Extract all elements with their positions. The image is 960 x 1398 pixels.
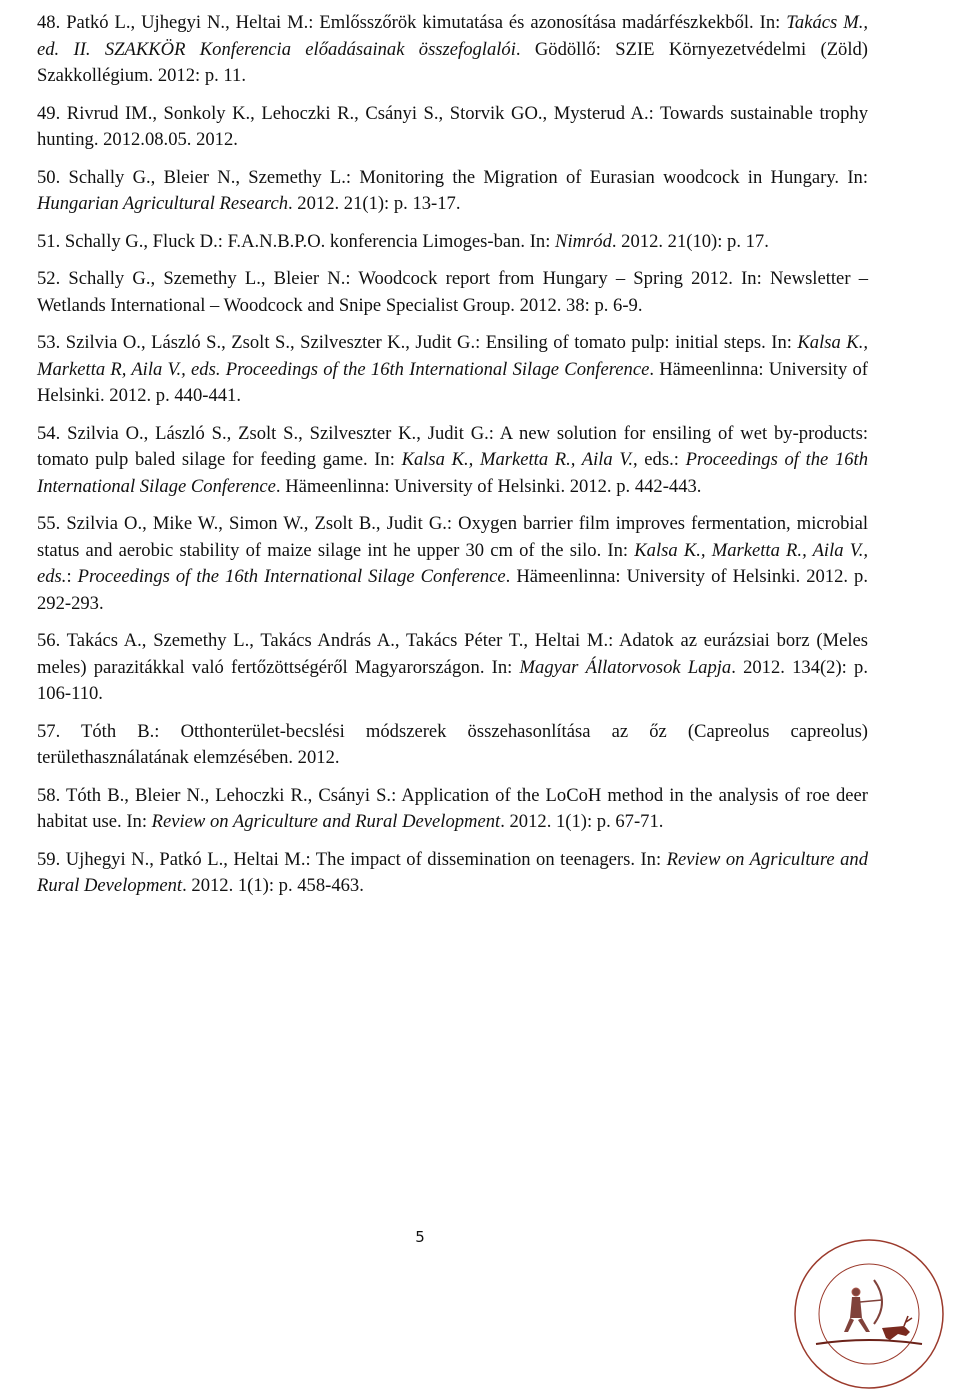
reference-entry-53	[37, 330, 868, 410]
reference-text: . 2012. 1(1): p. 458-463.	[182, 875, 364, 896]
reference-italic-text: Kalsa K., Marketta R., Aila V., eds.	[37, 539, 868, 587]
reference-text: 59. Ujhegyi N., Patkó L., Heltai M.: The impact of dissemination on teenagers. In:	[37, 848, 667, 870]
reference-entry-56	[37, 628, 868, 708]
reference-italic-text: Magyar Állatorvosok Lapja	[519, 656, 732, 678]
reference-list	[37, 10, 868, 911]
reference-entry-57	[37, 719, 868, 772]
reference-text: 54. Szilvia O., László S., Zsolt S., Szilveszter K., Judit G.: A new solution for ensiling of wet by-products: tomato pulp baled silage for feeding game. In:	[37, 422, 868, 470]
reference-text: 57. Tóth B.: Otthonterület-becslési módszerek összehasonlítása az őz (Capreolus capreolus) területhasználatának elemzésében. 2012.	[37, 720, 868, 768]
reference-text: . Hämeenlinna: University of Helsinki. 2012. p. 440-441.	[37, 358, 868, 406]
reference-entry-54	[37, 421, 868, 501]
reference-text: 48. Patkó L., Ujhegyi N., Heltai M.: Emlősszőrök kimutatása és azonosítása madárfészkekből. In:	[37, 12, 787, 33]
reference-italic-text: Hungarian Agricultural Research	[37, 193, 288, 214]
reference-text: . 2012. 21(10): p. 17.	[611, 230, 769, 252]
reference-italic-text: Kalsa K., Marketta R, Aila V., eds. Proceedings of the 16th International Silage Conference	[37, 332, 868, 380]
reference-text: . Hämeenlinna: University of Helsinki. 2012. p. 292-293.	[37, 566, 868, 614]
reference-text: 56. Takács A., Szemethy L., Takács András A., Takács Péter T., Heltai M.: Adatok az eurázsiai borz (Meles meles) parazitákkal való fertőzöttségéről Magyarországon. In:	[37, 630, 868, 678]
reference-text: . Gödöllő: SZIE Környezetvédelmi (Zöld) Szakkollégium. 2012: p. 11.	[37, 38, 868, 86]
reference-entry-52	[37, 266, 868, 319]
institute-seal-logo	[786, 1232, 952, 1392]
reference-text: 55. Szilvia O., Mike W., Simon W., Zsolt B., Judit G.: Oxygen barrier film improves fermentation, microbial status and aerobic stability of maize silage int he upper 30 cm of the silo. In:	[37, 513, 868, 561]
reference-text: 51. Schally G., Fluck D.: F.A.N.B.P.O. konferencia Limoges-ban. In:	[37, 230, 556, 252]
reference-italic-text: Review on Agriculture and Rural Development	[151, 811, 501, 832]
reference-text: . 2012. 21(1): p. 13-17.	[288, 193, 461, 214]
reference-italic-text: Takács M., ed. II. SZAKKÖR Konferencia előadásainak összefoglalói	[37, 12, 868, 60]
reference-entry-59	[37, 847, 868, 900]
reference-entry-55	[37, 511, 868, 617]
reference-entry-50	[37, 165, 868, 218]
reference-text: , eds.:	[633, 449, 686, 470]
reference-text: 49. Rivrud IM., Sonkoly K., Lehoczki R., Csányi S., Storvik GO., Mysterud A.: Towards sustainable trophy hunting. 2012.08.05. 2012.	[37, 102, 868, 150]
reference-italic-text: Review on Agriculture and Rural Development	[37, 848, 869, 896]
reference-text: :	[66, 566, 78, 587]
reference-entry-58	[37, 783, 868, 836]
reference-italic-text: Nimród	[555, 230, 612, 252]
reference-italic-text: Proceedings of the 16th International Silage Conference	[77, 566, 506, 587]
reference-text: . Hämeenlinna: University of Helsinki. 2012. p. 442-443.	[275, 475, 702, 497]
reference-text: . 2012. 1(1): p. 67-71.	[500, 811, 664, 832]
reference-text: 52. Schally G., Szemethy L., Bleier N.: Woodcock report from Hungary – Spring 2012. In: Newsletter – Wetlands International – Woodcock and Snipe Specialist Group. 2012. 38: p. 6-9.	[37, 268, 868, 316]
reference-entry-51	[37, 229, 868, 256]
archer-icon	[844, 1280, 882, 1332]
reference-entry-48	[37, 10, 868, 90]
reference-italic-text: Proceedings of the 16th International Silage Conference	[37, 449, 869, 497]
reference-text: 58. Tóth B., Bleier N., Lehoczki R., Csányi S.: Application of the LoCoH method in the analysis of roe deer habitat use. In:	[37, 784, 868, 832]
deer-icon	[882, 1316, 912, 1340]
reference-italic-text: Kalsa K., Marketta R., Aila V.	[401, 449, 633, 470]
reference-text: 50. Schally G., Bleier N., Szemethy L.: Monitoring the Migration of Eurasian woodcock in Hungary. In:	[37, 166, 868, 188]
page-number: 5	[415, 1228, 425, 1246]
reference-entry-49	[37, 101, 868, 154]
reference-text: . 2012. 134(2): p. 106-110.	[37, 656, 868, 704]
reference-text: 53. Szilvia O., László S., Zsolt S., Szilveszter K., Judit G.: Ensiling of tomato pulp: initial steps. In:	[37, 332, 798, 353]
